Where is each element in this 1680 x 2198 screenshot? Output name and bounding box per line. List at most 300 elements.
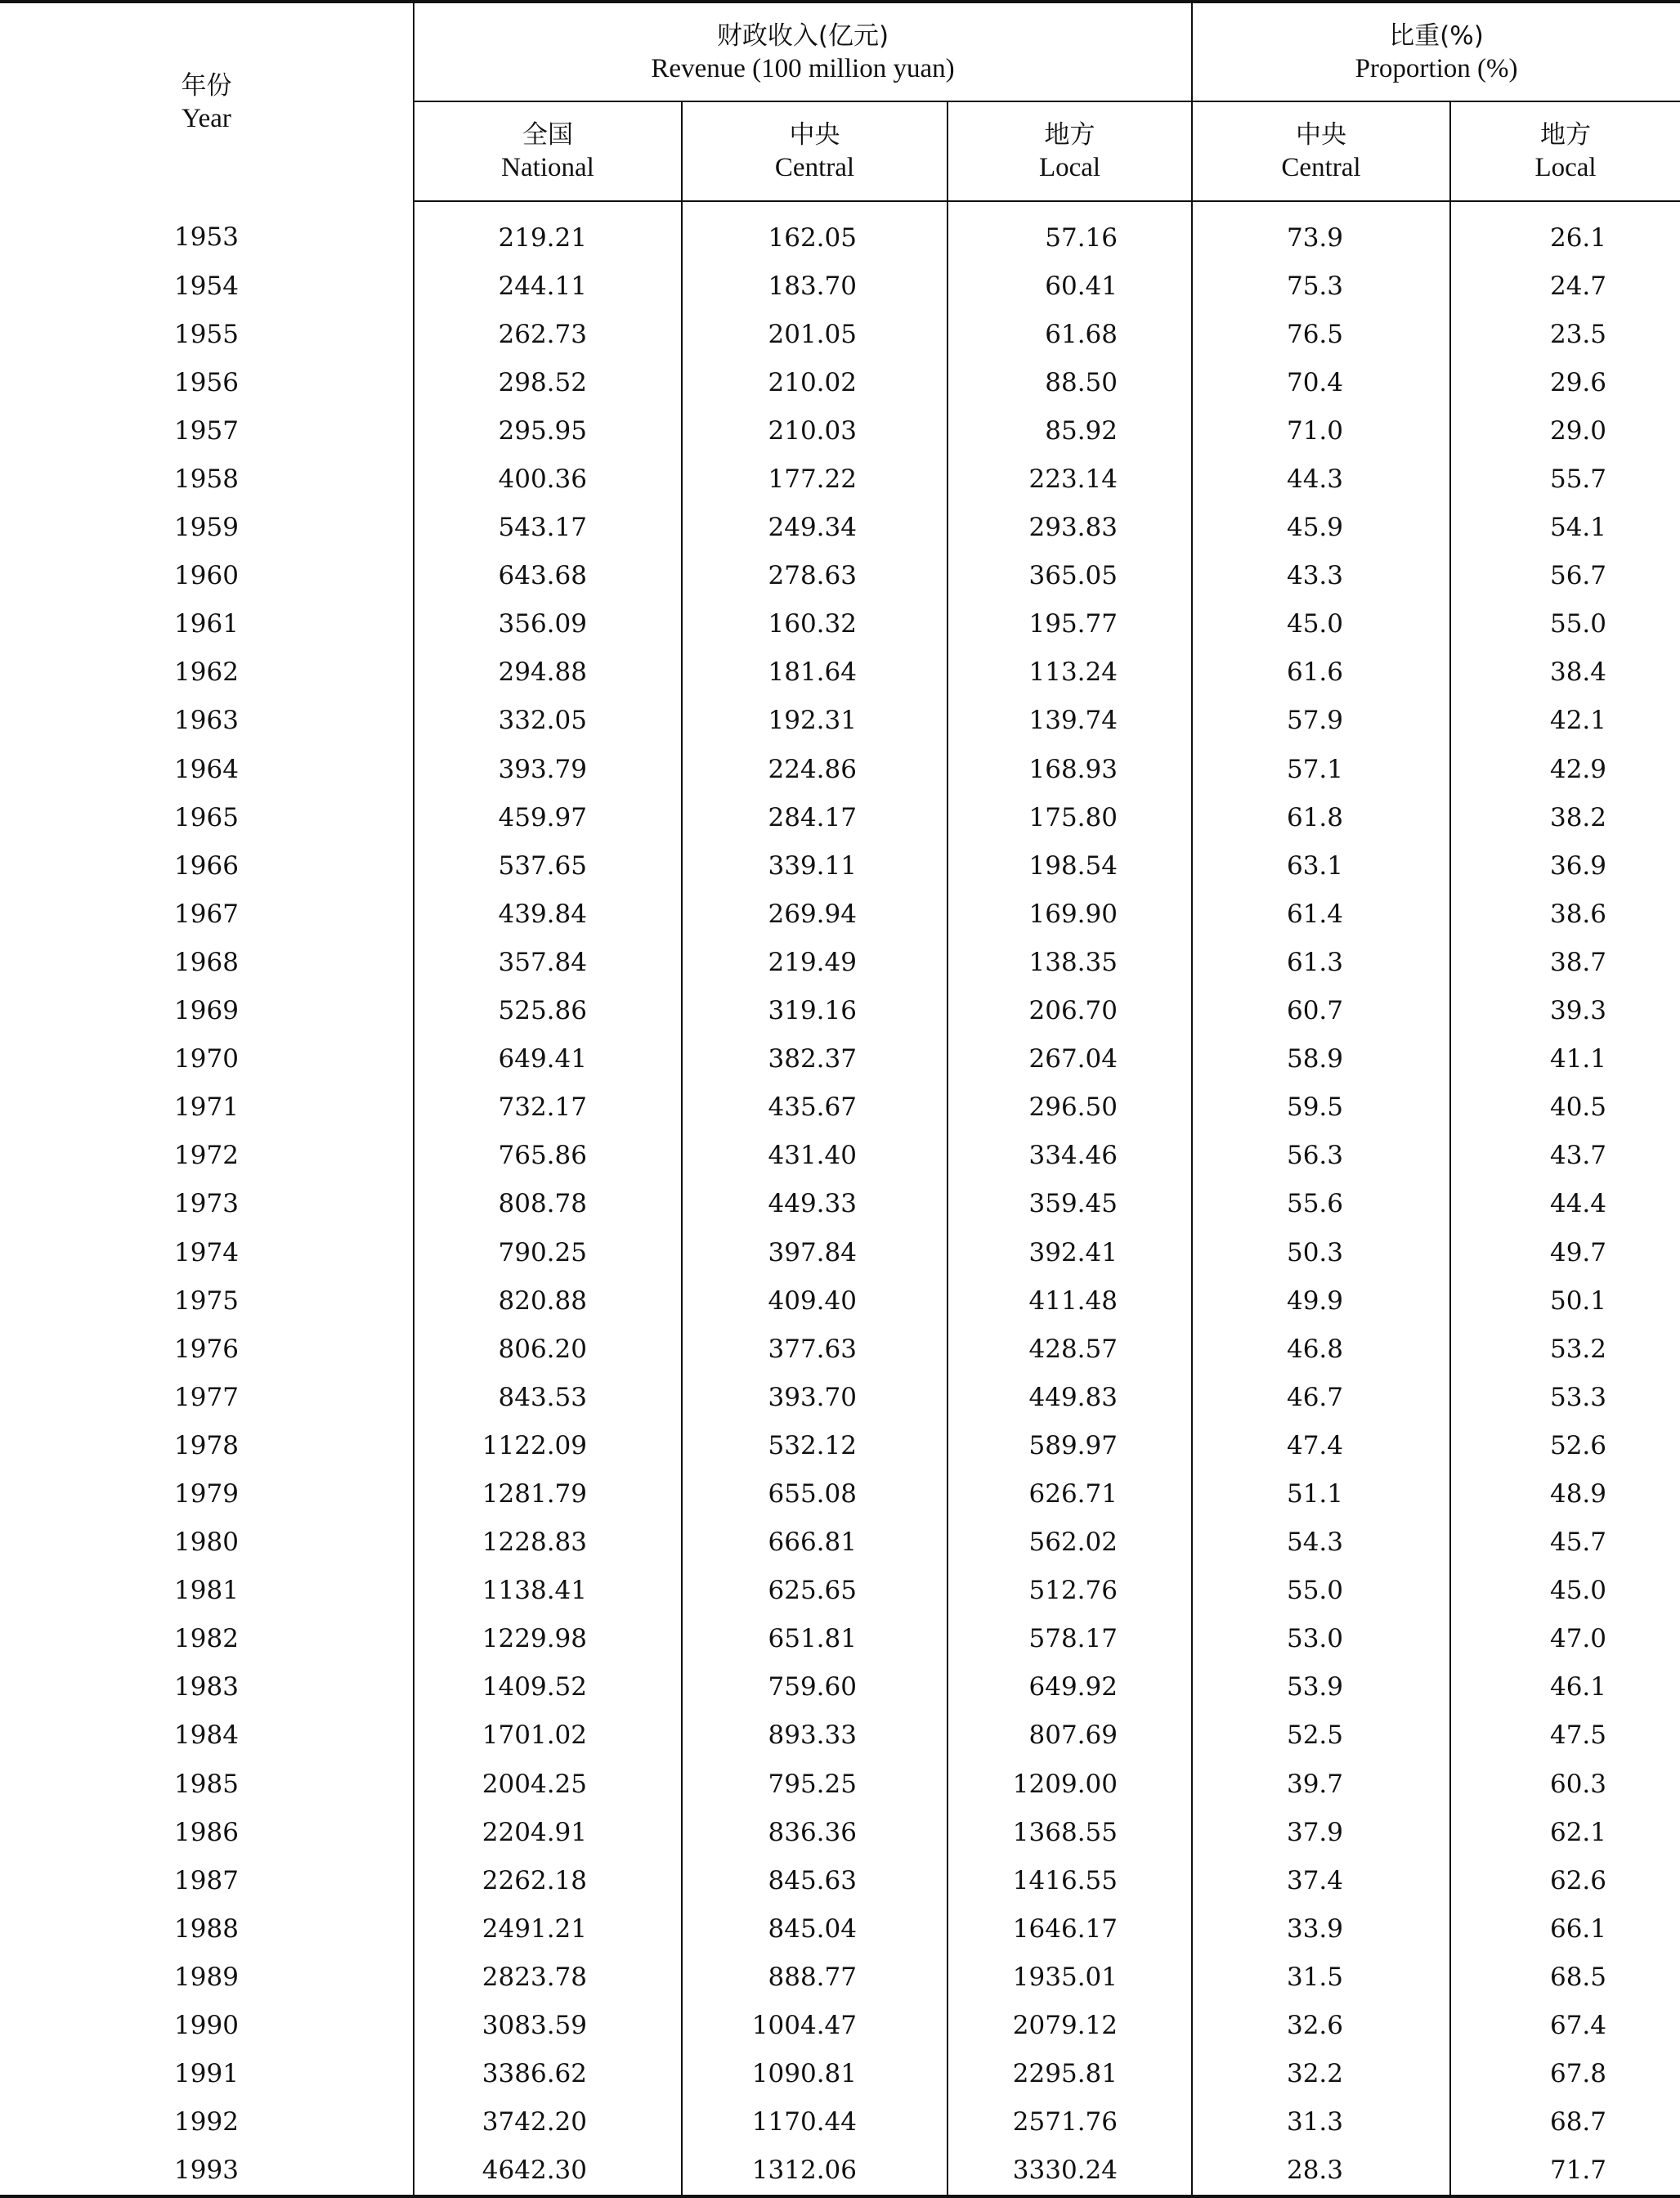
local-revenue-cell: 85.92 bbox=[948, 406, 1192, 455]
local-revenue-cell: 206.70 bbox=[948, 987, 1192, 1035]
central-revenue-cell: 1170.44 bbox=[682, 2098, 948, 2146]
central-revenue-cell: 836.36 bbox=[682, 1808, 948, 1856]
national-revenue-cell: 2262.18 bbox=[414, 1856, 682, 1904]
table-row bbox=[0, 455, 1680, 503]
year-cell: 1978 bbox=[0, 1421, 414, 1469]
table-row bbox=[0, 201, 1680, 262]
year-cell: 1958 bbox=[0, 455, 414, 503]
central-proportion-header bbox=[1192, 101, 1450, 201]
local-proportion-header bbox=[1450, 101, 1680, 201]
central-revenue-header bbox=[682, 101, 948, 201]
table-row bbox=[0, 1276, 1680, 1325]
table-body bbox=[0, 201, 1680, 2196]
local-proportion-cell: 46.1 bbox=[1549, 1672, 1607, 1702]
table-row bbox=[0, 1325, 1680, 1373]
central-proportion-cell: 50.3 bbox=[1192, 1228, 1450, 1276]
table-row bbox=[0, 552, 1680, 600]
local-proportion-cell: 53.3 bbox=[1549, 1382, 1607, 1412]
year-cell: 1972 bbox=[0, 1132, 414, 1180]
national-revenue-cell: 806.20 bbox=[414, 1325, 682, 1373]
local-proportion-cell: 45.7 bbox=[1549, 1527, 1607, 1558]
national-revenue-cell: 765.86 bbox=[414, 1132, 682, 1180]
local-proportion-cell: 38.7 bbox=[1549, 947, 1607, 977]
central-proportion-cell: 52.5 bbox=[1192, 1711, 1450, 1760]
central-proportion-cell: 31.3 bbox=[1192, 2098, 1450, 2146]
central-proportion-cell: 37.4 bbox=[1192, 1856, 1450, 1904]
year-cell: 1991 bbox=[0, 2050, 414, 2098]
year-header-en: Year bbox=[181, 104, 231, 133]
local-revenue-cell: 449.83 bbox=[948, 1373, 1192, 1421]
local-proportion-cell: 55.0 bbox=[1549, 609, 1607, 639]
national-revenue-cell: 808.78 bbox=[414, 1180, 682, 1228]
local-proportion-cell: 39.3 bbox=[1549, 996, 1607, 1026]
local-proportion-cell: 45.0 bbox=[1549, 1576, 1607, 1606]
local-proportion-cell: 49.7 bbox=[1549, 1237, 1607, 1267]
local-proportion-cell: 36.9 bbox=[1549, 850, 1607, 881]
central-proportion-cell: 49.9 bbox=[1192, 1276, 1450, 1325]
local-proportion-cell: 50.1 bbox=[1549, 1285, 1607, 1316]
national-revenue-cell: 525.86 bbox=[414, 987, 682, 1035]
central-proportion-cell: 76.5 bbox=[1192, 310, 1450, 358]
national-revenue-cell: 1281.79 bbox=[414, 1469, 682, 1518]
national-revenue-cell: 332.05 bbox=[414, 697, 682, 745]
proportion-header-en: Proportion (%) bbox=[1355, 53, 1518, 83]
local-revenue-cell: 169.90 bbox=[948, 890, 1192, 938]
central-proportion-cell: 57.9 bbox=[1192, 697, 1450, 745]
table-row bbox=[0, 600, 1680, 648]
national-revenue-cell: 2491.21 bbox=[414, 1904, 682, 1953]
national-revenue-cell: 2004.25 bbox=[414, 1760, 682, 1808]
national-revenue-cell: 356.09 bbox=[414, 600, 682, 648]
local-revenue-cell: 223.14 bbox=[948, 455, 1192, 503]
year-cell: 1954 bbox=[0, 262, 414, 310]
central-revenue-cell: 181.64 bbox=[682, 648, 948, 697]
local-revenue-cell: 198.54 bbox=[948, 841, 1192, 890]
national-revenue-cell: 649.41 bbox=[414, 1035, 682, 1083]
year-cell: 1966 bbox=[0, 841, 414, 890]
local-proportion-cell: 68.5 bbox=[1549, 1962, 1607, 1992]
local-proportion-cell: 54.1 bbox=[1549, 513, 1607, 543]
year-cell: 1965 bbox=[0, 793, 414, 841]
central-proportion-cell: 32.6 bbox=[1192, 2001, 1450, 2049]
year-cell: 1977 bbox=[0, 1373, 414, 1421]
central-revenue-cell: 177.22 bbox=[682, 455, 948, 503]
central-revenue-cell: 449.33 bbox=[682, 1180, 948, 1228]
table-row bbox=[0, 1469, 1680, 1518]
central-revenue-cell: 845.63 bbox=[682, 1856, 948, 1904]
year-cell: 1953 bbox=[0, 201, 414, 262]
year-cell: 1979 bbox=[0, 1469, 414, 1518]
national-revenue-cell: 393.79 bbox=[414, 745, 682, 793]
local-proportion-cell: 71.7 bbox=[1450, 2146, 1680, 2196]
local-revenue-cell: 2571.76 bbox=[948, 2098, 1192, 2146]
revenue-header-en: Revenue (100 million yuan) bbox=[651, 53, 955, 83]
table-row bbox=[0, 745, 1680, 793]
table-row bbox=[0, 938, 1680, 986]
table-row bbox=[0, 1180, 1680, 1228]
year-cell: 1970 bbox=[0, 1035, 414, 1083]
local-proportion-cell: 53.2 bbox=[1549, 1334, 1607, 1364]
local-revenue-cell: 359.45 bbox=[948, 1180, 1192, 1228]
year-cell: 1986 bbox=[0, 1808, 414, 1856]
national-revenue-cell: 2204.91 bbox=[414, 1808, 682, 1856]
local-revenue-cell: 1416.55 bbox=[948, 1856, 1192, 1904]
national-revenue-cell: 4642.30 bbox=[414, 2146, 682, 2196]
local-revenue-cell: 1368.55 bbox=[948, 1808, 1192, 1856]
local-proportion-cell: 42.1 bbox=[1549, 706, 1607, 736]
year-cell: 1957 bbox=[0, 406, 414, 455]
local-revenue-cell: 2079.12 bbox=[948, 2001, 1192, 2049]
central-proportion-cell: 46.8 bbox=[1192, 1325, 1450, 1373]
central-proportion-cell: 60.7 bbox=[1192, 987, 1450, 1035]
sub-header-zh: 地方 bbox=[1540, 120, 1591, 150]
central-revenue-cell: 1312.06 bbox=[682, 2146, 948, 2196]
central-revenue-cell: 666.81 bbox=[682, 1518, 948, 1567]
sub-header-en: Local bbox=[1038, 153, 1101, 182]
table-row bbox=[0, 406, 1680, 455]
local-revenue-cell: 334.46 bbox=[948, 1132, 1192, 1180]
local-revenue-cell: 562.02 bbox=[948, 1518, 1192, 1567]
local-revenue-cell: 138.35 bbox=[948, 938, 1192, 986]
central-revenue-cell: 409.40 bbox=[682, 1276, 948, 1325]
table-row bbox=[0, 1421, 1680, 1469]
proportion-group-header bbox=[1192, 2, 1680, 101]
national-revenue-cell: 3386.62 bbox=[414, 2050, 682, 2098]
local-revenue-cell: 428.57 bbox=[948, 1325, 1192, 1373]
central-revenue-cell: 319.16 bbox=[682, 987, 948, 1035]
central-proportion-cell: 28.3 bbox=[1192, 2146, 1450, 2196]
national-revenue-cell: 643.68 bbox=[414, 552, 682, 600]
year-cell: 1993 bbox=[0, 2146, 414, 2196]
local-proportion-cell: 55.7 bbox=[1549, 464, 1607, 495]
year-cell: 1960 bbox=[0, 552, 414, 600]
year-cell: 1955 bbox=[0, 310, 414, 358]
central-revenue-cell: 397.84 bbox=[682, 1228, 948, 1276]
national-revenue-cell: 1229.98 bbox=[414, 1615, 682, 1663]
local-proportion-cell: 29.6 bbox=[1549, 367, 1607, 397]
central-revenue-cell: 219.49 bbox=[682, 938, 948, 986]
local-proportion-cell: 38.6 bbox=[1549, 899, 1607, 929]
central-revenue-cell: 192.31 bbox=[682, 697, 948, 745]
central-revenue-cell: 183.70 bbox=[682, 262, 948, 310]
year-cell: 1988 bbox=[0, 1904, 414, 1953]
central-revenue-cell: 224.86 bbox=[682, 745, 948, 793]
central-proportion-cell: 53.9 bbox=[1192, 1663, 1450, 1711]
table-row bbox=[0, 1953, 1680, 2001]
local-revenue-cell: 267.04 bbox=[948, 1035, 1192, 1083]
central-revenue-cell: 625.65 bbox=[682, 1567, 948, 1615]
local-revenue-cell: 512.76 bbox=[948, 1567, 1192, 1615]
sub-header-en: Local bbox=[1534, 153, 1597, 182]
central-proportion-cell: 75.3 bbox=[1192, 262, 1450, 310]
central-revenue-cell: 210.03 bbox=[682, 406, 948, 455]
local-revenue-cell: 589.97 bbox=[948, 1421, 1192, 1469]
year-cell: 1974 bbox=[0, 1228, 414, 1276]
national-revenue-cell: 459.97 bbox=[414, 793, 682, 841]
national-revenue-cell: 1228.83 bbox=[414, 1518, 682, 1567]
local-revenue-cell: 139.74 bbox=[948, 697, 1192, 745]
national-revenue-header bbox=[414, 101, 682, 201]
local-proportion-cell: 40.5 bbox=[1549, 1092, 1607, 1123]
national-revenue-cell: 3742.20 bbox=[414, 2098, 682, 2146]
central-revenue-cell: 382.37 bbox=[682, 1035, 948, 1083]
table-row bbox=[0, 1615, 1680, 1663]
central-proportion-cell: 59.5 bbox=[1192, 1083, 1450, 1132]
local-proportion-cell: 42.9 bbox=[1549, 754, 1607, 784]
central-proportion-cell: 61.4 bbox=[1192, 890, 1450, 938]
central-proportion-cell: 31.5 bbox=[1192, 1953, 1450, 2001]
revenue-group-header bbox=[414, 2, 1192, 101]
local-proportion-cell: 24.7 bbox=[1549, 271, 1607, 301]
central-revenue-cell: 532.12 bbox=[682, 1421, 948, 1469]
central-proportion-cell: 32.2 bbox=[1192, 2050, 1450, 2098]
central-revenue-cell: 759.60 bbox=[682, 1663, 948, 1711]
local-proportion-cell: 62.1 bbox=[1549, 1817, 1607, 1847]
local-revenue-cell: 296.50 bbox=[948, 1083, 1192, 1132]
central-proportion-cell: 51.1 bbox=[1192, 1469, 1450, 1518]
year-cell: 1990 bbox=[0, 2001, 414, 2049]
national-revenue-cell: 820.88 bbox=[414, 1276, 682, 1325]
central-revenue-cell: 1090.81 bbox=[682, 2050, 948, 2098]
local-revenue-cell: 2295.81 bbox=[948, 2050, 1192, 2098]
year-cell: 1987 bbox=[0, 1856, 414, 1904]
local-revenue-cell: 626.71 bbox=[948, 1469, 1192, 1518]
local-revenue-cell: 293.83 bbox=[948, 504, 1192, 552]
table-row bbox=[0, 697, 1680, 745]
sub-header-en: Central bbox=[774, 153, 855, 182]
local-revenue-cell: 1646.17 bbox=[948, 1904, 1192, 1953]
table-row bbox=[0, 1808, 1680, 1856]
year-cell: 1959 bbox=[0, 504, 414, 552]
table-row bbox=[0, 1567, 1680, 1615]
year-header-zh: 年份 bbox=[181, 71, 232, 101]
local-revenue-cell: 649.92 bbox=[948, 1663, 1192, 1711]
local-proportion-cell: 29.0 bbox=[1549, 415, 1607, 446]
table-row bbox=[0, 1083, 1680, 1132]
local-proportion-cell: 67.8 bbox=[1549, 2059, 1607, 2089]
table-row bbox=[0, 310, 1680, 358]
central-revenue-cell: 377.63 bbox=[682, 1325, 948, 1373]
table-row bbox=[0, 1132, 1680, 1180]
national-revenue-cell: 1138.41 bbox=[414, 1567, 682, 1615]
national-revenue-cell: 732.17 bbox=[414, 1083, 682, 1132]
table-row bbox=[0, 262, 1680, 310]
central-proportion-cell: 73.9 bbox=[1192, 201, 1450, 262]
national-revenue-cell: 1701.02 bbox=[414, 1711, 682, 1760]
year-cell: 1973 bbox=[0, 1180, 414, 1228]
year-cell: 1975 bbox=[0, 1276, 414, 1325]
central-revenue-cell: 431.40 bbox=[682, 1132, 948, 1180]
central-proportion-cell: 61.6 bbox=[1192, 648, 1450, 697]
table-row bbox=[0, 1035, 1680, 1083]
central-revenue-cell: 201.05 bbox=[682, 310, 948, 358]
table-row bbox=[0, 2098, 1680, 2146]
national-revenue-cell: 1409.52 bbox=[414, 1663, 682, 1711]
table-row bbox=[0, 1663, 1680, 1711]
year-cell: 1982 bbox=[0, 1615, 414, 1663]
year-cell: 1983 bbox=[0, 1663, 414, 1711]
central-proportion-cell: 61.8 bbox=[1192, 793, 1450, 841]
local-revenue-cell: 3330.24 bbox=[948, 2146, 1192, 2196]
year-cell: 1964 bbox=[0, 745, 414, 793]
central-proportion-cell: 43.3 bbox=[1192, 552, 1450, 600]
local-proportion-cell: 62.6 bbox=[1549, 1865, 1607, 1895]
local-proportion-cell: 47.5 bbox=[1549, 1720, 1607, 1751]
sub-header-zh: 中央 bbox=[1296, 120, 1346, 150]
table-row bbox=[0, 987, 1680, 1035]
year-cell: 1981 bbox=[0, 1567, 414, 1615]
year-cell: 1963 bbox=[0, 697, 414, 745]
central-proportion-cell: 46.7 bbox=[1192, 1373, 1450, 1421]
year-cell: 1980 bbox=[0, 1518, 414, 1567]
local-revenue-cell: 1935.01 bbox=[948, 1953, 1192, 2001]
national-revenue-cell: 294.88 bbox=[414, 648, 682, 697]
central-proportion-cell: 61.3 bbox=[1192, 938, 1450, 986]
revenue-header-zh: 财政收入(亿元) bbox=[716, 20, 889, 51]
year-cell: 1969 bbox=[0, 987, 414, 1035]
table-row bbox=[0, 890, 1680, 938]
central-revenue-cell: 435.67 bbox=[682, 1083, 948, 1132]
year-cell: 1976 bbox=[0, 1325, 414, 1373]
local-proportion-cell: 47.0 bbox=[1549, 1624, 1607, 1654]
national-revenue-cell: 2823.78 bbox=[414, 1953, 682, 2001]
central-revenue-cell: 888.77 bbox=[682, 1953, 948, 2001]
local-proportion-cell: 38.2 bbox=[1549, 802, 1607, 832]
local-revenue-cell: 578.17 bbox=[948, 1615, 1192, 1663]
central-proportion-cell: 55.6 bbox=[1192, 1180, 1450, 1228]
local-revenue-cell: 175.80 bbox=[948, 793, 1192, 841]
local-revenue-cell: 807.69 bbox=[948, 1711, 1192, 1760]
sub-header-zh: 中央 bbox=[789, 120, 840, 150]
year-cell: 1961 bbox=[0, 600, 414, 648]
local-revenue-cell: 57.16 bbox=[948, 201, 1192, 262]
local-proportion-cell: 38.4 bbox=[1549, 657, 1607, 688]
local-revenue-cell: 411.48 bbox=[948, 1276, 1192, 1325]
central-proportion-cell: 54.3 bbox=[1192, 1518, 1450, 1567]
table-row bbox=[0, 2050, 1680, 2098]
table-row bbox=[0, 504, 1680, 552]
table-row bbox=[0, 1904, 1680, 1953]
national-revenue-cell: 400.36 bbox=[414, 455, 682, 503]
national-revenue-cell: 843.53 bbox=[414, 1373, 682, 1421]
table-row bbox=[0, 358, 1680, 406]
local-revenue-cell: 195.77 bbox=[948, 600, 1192, 648]
central-proportion-cell: 56.3 bbox=[1192, 1132, 1450, 1180]
table-row bbox=[0, 2146, 1680, 2196]
local-proportion-cell: 52.6 bbox=[1549, 1430, 1607, 1460]
national-revenue-cell: 543.17 bbox=[414, 504, 682, 552]
central-revenue-cell: 651.81 bbox=[682, 1615, 948, 1663]
central-revenue-cell: 284.17 bbox=[682, 793, 948, 841]
central-proportion-cell: 53.0 bbox=[1192, 1615, 1450, 1663]
central-revenue-cell: 339.11 bbox=[682, 841, 948, 890]
local-proportion-cell: 23.5 bbox=[1549, 319, 1607, 349]
table-row bbox=[0, 841, 1680, 890]
central-proportion-cell: 45.9 bbox=[1192, 504, 1450, 552]
national-revenue-cell: 219.21 bbox=[414, 201, 682, 262]
national-revenue-cell: 1122.09 bbox=[414, 1421, 682, 1469]
local-proportion-cell: 41.1 bbox=[1549, 1044, 1607, 1074]
year-cell: 1989 bbox=[0, 1953, 414, 2001]
year-cell: 1962 bbox=[0, 648, 414, 697]
year-cell: 1971 bbox=[0, 1083, 414, 1132]
national-revenue-cell: 295.95 bbox=[414, 406, 682, 455]
central-revenue-cell: 210.02 bbox=[682, 358, 948, 406]
central-revenue-cell: 278.63 bbox=[682, 552, 948, 600]
local-revenue-cell: 1209.00 bbox=[948, 1760, 1192, 1808]
local-proportion-cell: 56.7 bbox=[1549, 561, 1607, 591]
national-revenue-cell: 537.65 bbox=[414, 841, 682, 890]
table-row bbox=[0, 1856, 1680, 1904]
central-revenue-cell: 393.70 bbox=[682, 1373, 948, 1421]
central-proportion-cell: 58.9 bbox=[1192, 1035, 1450, 1083]
central-revenue-cell: 893.33 bbox=[682, 1711, 948, 1760]
local-proportion-cell: 26.1 bbox=[1549, 222, 1607, 253]
central-revenue-cell: 845.04 bbox=[682, 1904, 948, 1953]
table-row bbox=[0, 648, 1680, 697]
local-revenue-cell: 113.24 bbox=[948, 648, 1192, 697]
central-revenue-cell: 655.08 bbox=[682, 1469, 948, 1518]
year-column-header bbox=[0, 2, 414, 201]
local-proportion-cell: 48.9 bbox=[1549, 1478, 1607, 1509]
central-proportion-cell: 71.0 bbox=[1192, 406, 1450, 455]
national-revenue-cell: 357.84 bbox=[414, 938, 682, 986]
proportion-header-zh: 比重(%) bbox=[1389, 20, 1484, 51]
year-cell: 1985 bbox=[0, 1760, 414, 1808]
central-proportion-cell: 45.0 bbox=[1192, 600, 1450, 648]
year-cell: 1992 bbox=[0, 2098, 414, 2146]
year-cell: 1984 bbox=[0, 1711, 414, 1760]
local-proportion-cell: 60.3 bbox=[1549, 1769, 1607, 1799]
central-revenue-cell: 160.32 bbox=[682, 600, 948, 648]
central-proportion-cell: 37.9 bbox=[1192, 1808, 1450, 1856]
sub-header-en: Central bbox=[1281, 153, 1361, 182]
sub-header-en: National bbox=[501, 153, 594, 182]
national-revenue-cell: 298.52 bbox=[414, 358, 682, 406]
year-cell: 1967 bbox=[0, 890, 414, 938]
local-proportion-cell: 66.1 bbox=[1549, 1913, 1607, 1944]
local-revenue-cell: 365.05 bbox=[948, 552, 1192, 600]
central-proportion-cell: 33.9 bbox=[1192, 1904, 1450, 1953]
sub-header-zh: 全国 bbox=[522, 120, 573, 150]
central-proportion-cell: 55.0 bbox=[1192, 1567, 1450, 1615]
local-proportion-cell: 43.7 bbox=[1549, 1141, 1607, 1171]
table-row bbox=[0, 1711, 1680, 1760]
central-revenue-cell: 162.05 bbox=[682, 201, 948, 262]
local-revenue-cell: 61.68 bbox=[948, 310, 1192, 358]
national-revenue-cell: 439.84 bbox=[414, 890, 682, 938]
central-proportion-cell: 63.1 bbox=[1192, 841, 1450, 890]
table-row bbox=[0, 1518, 1680, 1567]
central-proportion-cell: 70.4 bbox=[1192, 358, 1450, 406]
table-row bbox=[0, 793, 1680, 841]
national-revenue-cell: 3083.59 bbox=[414, 2001, 682, 2049]
central-proportion-cell: 39.7 bbox=[1192, 1760, 1450, 1808]
local-proportion-cell: 68.7 bbox=[1549, 2107, 1607, 2137]
table-row bbox=[0, 1373, 1680, 1421]
central-revenue-cell: 795.25 bbox=[682, 1760, 948, 1808]
central-proportion-cell: 44.3 bbox=[1192, 455, 1450, 503]
national-revenue-cell: 790.25 bbox=[414, 1228, 682, 1276]
table-row bbox=[0, 1760, 1680, 1808]
table-row bbox=[0, 2001, 1680, 2049]
national-revenue-cell: 244.11 bbox=[414, 262, 682, 310]
central-revenue-cell: 269.94 bbox=[682, 890, 948, 938]
table-row bbox=[0, 1228, 1680, 1276]
local-revenue-cell: 392.41 bbox=[948, 1228, 1192, 1276]
national-revenue-cell: 262.73 bbox=[414, 310, 682, 358]
local-proportion-cell: 44.4 bbox=[1549, 1189, 1607, 1219]
